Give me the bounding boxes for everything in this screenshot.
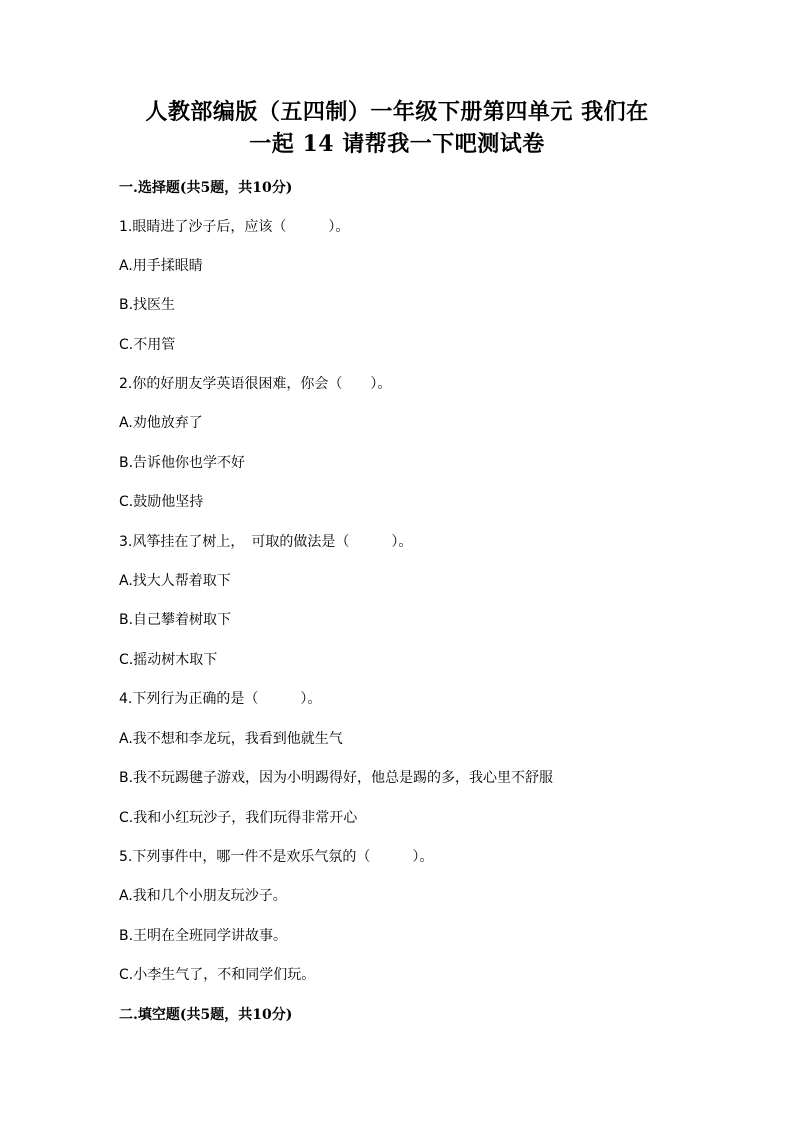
question-stem: 3.风筝挂在了树上， 可取的做法是（ ）。 — [119, 534, 413, 550]
exam-title-line-2: 一起 14 请帮我一下吧测试卷 — [249, 131, 545, 157]
answer-option: A.我不想和李龙玩，我看到他就生气 — [119, 731, 343, 747]
answer-option: A.用手揉眼睛 — [119, 258, 203, 274]
answer-option: C.小李生气了，不和同学们玩。 — [119, 967, 316, 983]
answer-option: A.找大人帮着取下 — [119, 573, 231, 589]
question-stem: 5.下列事件中，哪一件不是欢乐气氛的（ ）。 — [119, 849, 434, 865]
answer-option: B.我不玩踢毽子游戏，因为小明踢得好，他总是踢的多，我心里不舒服 — [119, 770, 554, 786]
answer-option: B.自己攀着树取下 — [119, 612, 232, 628]
exam-title-line-1: 人教部编版（五四制）一年级下册第四单元 我们在 — [145, 99, 649, 125]
answer-option: C.鼓励他坚持 — [119, 494, 204, 510]
answer-option: B.找医生 — [119, 297, 176, 313]
answer-option: C.不用管 — [119, 337, 176, 353]
question-stem: 4.下列行为正确的是（ ）。 — [119, 691, 322, 707]
answer-option: B.王明在全班同学讲故事。 — [119, 928, 288, 944]
answer-option: A.劝他放弃了 — [119, 415, 203, 431]
question-stem: 1.眼睛进了沙子后，应该（ ）。 — [119, 219, 350, 235]
question-stem: 2.你的好朋友学英语很困难，你会（ ）。 — [119, 376, 392, 392]
answer-option: B.告诉他你也学不好 — [119, 455, 246, 471]
answer-option: C.我和小红玩沙子，我们玩得非常开心 — [119, 810, 358, 826]
section-heading-fill-in-blank: 二.填空题(共5题，共10分) — [119, 1007, 293, 1023]
answer-option: C.摇动树木取下 — [119, 652, 218, 668]
answer-option: A.我和几个小朋友玩沙子。 — [119, 888, 287, 904]
section-heading-multiple-choice: 一.选择题(共5题，共10分) — [119, 180, 293, 196]
